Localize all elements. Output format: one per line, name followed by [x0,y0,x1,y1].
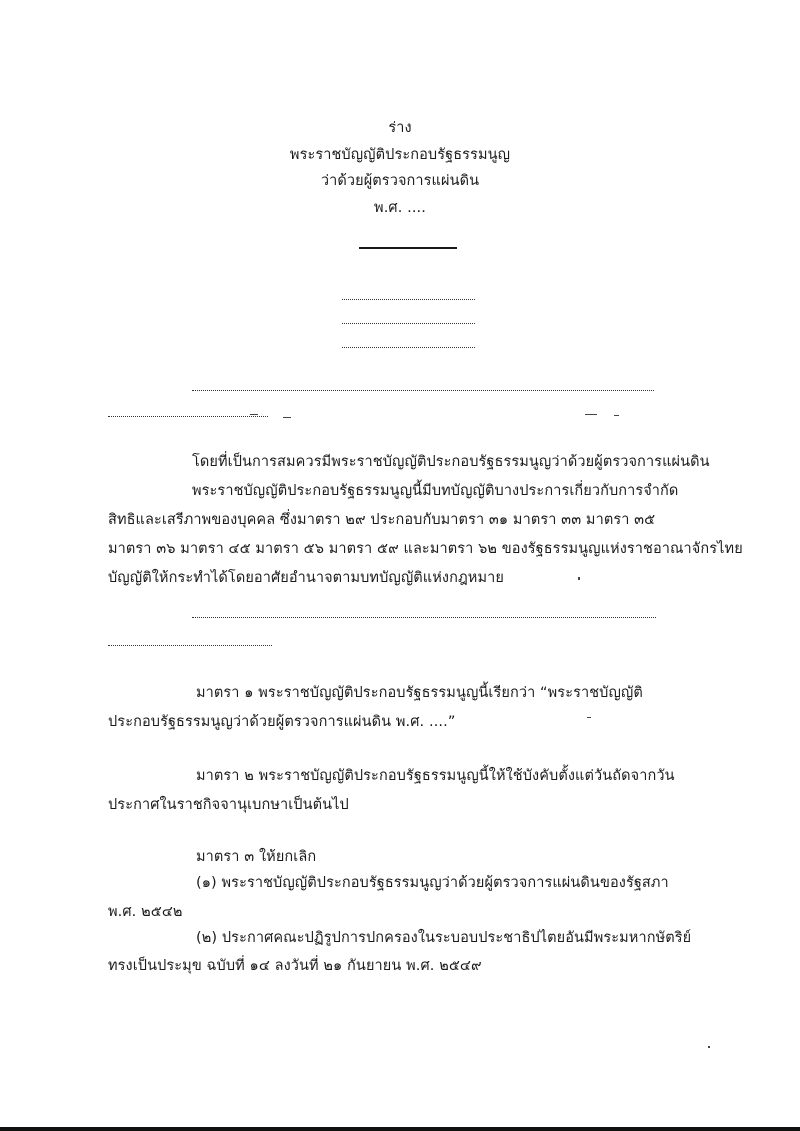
placeholder-dotted-line [108,645,272,646]
act-subject: ว่าด้วยผู้ตรวจการแผ่นดิน [320,173,480,189]
year-line: พ.ศ. .... [374,200,426,216]
scan-mark [587,717,591,718]
section-3-item: ทรงเป็นประมุข ฉบับที่ ๑๔ ลงวันที่ ๒๑ กันยายน พ.ศ. ๒๕๔๙ [108,958,482,974]
scan-mark [250,414,258,415]
placeholder-dotted-line [342,323,475,324]
scan-mark [708,1046,710,1048]
header-rule [359,247,457,249]
section-1-line: ประกอบรัฐธรรมนูญว่าด้วยผู้ตรวจการแผ่นดิน พ.ศ. ....” [108,714,456,730]
preamble-line: สิทธิและเสรีภาพของบุคคล ซึ่งมาตรา ๒๙ ประกอบกับมาตรา ๓๑ มาตรา ๓๓ มาตรา ๓๕ [108,512,656,528]
section-3-heading: มาตรา ๓ ให้ยกเลิก [196,849,317,865]
section-2-line: ประกาศในราชกิจจานุเบกษาเป็นต้นไป [108,797,349,813]
section-3-item: พ.ศ. ๒๕๔๒ [108,904,183,920]
scan-mark [614,415,619,416]
section-3-item: (๑) พระราชบัญญัติประกอบรัฐธรรมนูญว่าด้วยผู้ตรวจการแผ่นดินของรัฐสภา [196,875,669,891]
scan-mark [578,577,580,580]
placeholder-dotted-line [192,617,656,618]
section-3-item: (๒) ประกาศคณะปฏิรูปการปกครองในระบอบประชาธิปไตยอันมีพระมหากษัตริย์ [196,930,692,946]
act-title: พระราชบัญญัติประกอบรัฐธรรมนูญ [289,147,511,163]
preamble-line: โดยที่เป็นการสมควรมีพระราชบัญญัติประกอบรัฐธรรมนูญว่าด้วยผู้ตรวจการแผ่นดิน [192,454,710,470]
placeholder-dotted-line [108,416,268,417]
placeholder-dotted-line [342,299,475,300]
placeholder-dotted-line [342,347,475,348]
scan-bottom-edge [0,1127,800,1131]
section-2-line: มาตรา ๒ พระราชบัญญัติประกอบรัฐธรรมนูญนี้ให้ใช้บังคับตั้งแต่วันถัดจากวัน [196,768,675,784]
scan-mark [283,417,291,418]
preamble-line: พระราชบัญญัติประกอบรัฐธรรมนูญนี้มีบทบัญญัติบางประการเกี่ยวกับการจำกัด [192,483,679,499]
preamble-line: บัญญัติให้กระทำได้โดยอาศัยอำนาจตามบทบัญญัติแห่งกฎหมาย [108,570,504,586]
preamble-line: มาตรา ๓๖ มาตรา ๔๕ มาตรา ๕๖ มาตรา ๕๙ และมาตรา ๖๒ ของรัฐธรรมนูญแห่งราชอาณาจักรไทย [108,541,743,557]
draft-label: ร่าง [388,120,412,136]
placeholder-dotted-line [192,390,654,391]
scan-mark [585,414,597,415]
section-1-line: มาตรา ๑ พระราชบัญญัติประกอบรัฐธรรมนูญนี้เรียกว่า “พระราชบัญญัติ [196,685,643,701]
